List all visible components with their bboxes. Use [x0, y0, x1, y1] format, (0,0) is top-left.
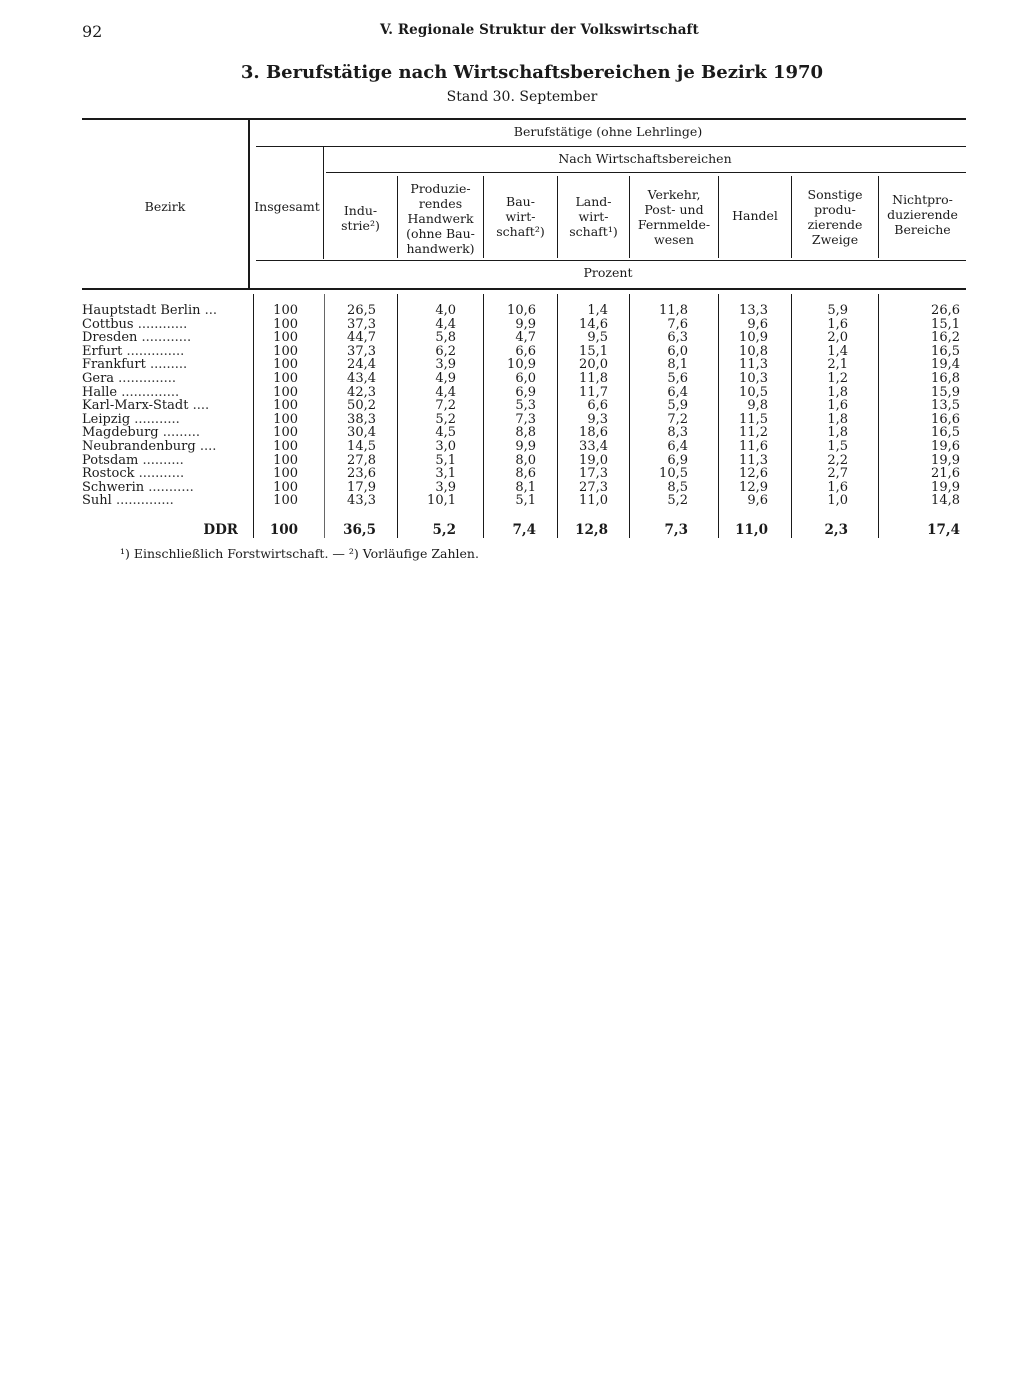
leader-dots: ............ [133, 317, 188, 332]
leader-dots: .......... [138, 453, 184, 468]
bezirk-name [82, 331, 247, 345]
cell-value: 100 [273, 371, 298, 386]
cell-value: 16,8 [931, 371, 960, 386]
cell-value: 7,2 [667, 411, 688, 427]
cell-value: 11,6 [739, 439, 768, 454]
cell-value: 1,8 [827, 411, 848, 427]
cell-value: 9,6 [747, 316, 768, 332]
cell-value: 6,6 [587, 398, 608, 414]
bezirk-label: Hauptstadt Berlin [82, 304, 201, 318]
cell-value: 16,5 [931, 425, 960, 441]
cell-value: 2,3 [824, 522, 848, 538]
cell-value: 19,6 [931, 439, 960, 454]
cell-value: 8,0 [515, 452, 536, 468]
cell-value: 11,5 [739, 411, 768, 427]
header-insgesamt: Insgesamt [254, 199, 320, 214]
cell-value: 37,3 [347, 316, 376, 332]
cell-value: 37,3 [347, 343, 376, 359]
cell-value: 2,7 [827, 466, 848, 482]
cell-value: 42,3 [347, 384, 376, 400]
group-top-rule [256, 146, 966, 147]
bezirk-name [82, 454, 247, 468]
cell-value: 9,3 [587, 411, 608, 427]
cell-value: 6,4 [667, 384, 688, 400]
cell-value: 5,9 [667, 398, 688, 414]
bezirk-name [82, 523, 238, 537]
cell-value: 5,2 [435, 411, 456, 427]
table-subtitle: Stand 30. September [446, 89, 598, 105]
cell-value: 1,2 [827, 371, 848, 386]
header-handwerk: Produzie- rendes Handwerk (ohne Bau- handwerk) [406, 181, 475, 256]
cell-value: 15,1 [579, 343, 608, 359]
page-number: 92 [82, 22, 103, 41]
cell-value: 30,4 [347, 425, 376, 441]
cell-value: 14,8 [931, 493, 960, 509]
cell-value: 1,8 [827, 384, 848, 400]
table-title: 3. Berufstätige nach Wirtschaftsbereichen je Bezirk 1970 [240, 62, 824, 83]
bezirk-name [82, 372, 247, 386]
cell-value: 100 [273, 452, 298, 468]
leader-dots: ........... [134, 467, 185, 482]
cell-value: 33,4 [579, 439, 608, 454]
top-rule [82, 118, 966, 120]
header-group-top: Berufstätige (ohne Lehrlinge) [513, 124, 703, 139]
leader-dots: .... [195, 440, 217, 454]
bezirk-label: Rostock [82, 467, 135, 482]
cell-value: 7,3 [515, 411, 536, 427]
bezirk-name [82, 467, 247, 481]
cell-value: 3,9 [435, 479, 456, 495]
cell-value: 13,3 [739, 303, 768, 318]
cell-value: 11,8 [659, 303, 688, 318]
bezirk-label: Neubrandenburg [82, 440, 196, 454]
leader-dots: ........... [130, 412, 180, 427]
leader-dots: .............. [111, 494, 174, 509]
cell-value: 21,6 [931, 466, 960, 482]
cell-value: 50,2 [347, 398, 376, 414]
cell-value: 10,6 [507, 303, 536, 318]
cell-value: 4,7 [515, 330, 536, 346]
bezirk-label: Karl-Marx-Stadt [82, 399, 189, 414]
cell-value: 19,9 [931, 452, 960, 468]
cell-value: 10,9 [507, 357, 536, 373]
cell-value: 5,6 [667, 371, 688, 386]
bezirk-label: Gera [82, 372, 115, 386]
header-group-sub: Nach Wirtschaftsbereichen [558, 151, 732, 166]
leader-dots: ............ [137, 331, 192, 346]
cell-value: 44,7 [347, 330, 376, 346]
cell-value: 23,6 [347, 466, 376, 482]
table-row [82, 494, 966, 508]
cell-value: 11,2 [739, 425, 768, 441]
cell-value: 19,0 [579, 452, 608, 468]
cell-value: 18,6 [579, 425, 608, 441]
cell-value: 100 [273, 493, 298, 509]
cell-value: 15,1 [931, 316, 960, 332]
cell-value: 6,0 [515, 371, 536, 386]
cell-value: 13,5 [931, 398, 960, 414]
bezirk-label: DDR [203, 523, 238, 537]
cell-value: 2,2 [827, 452, 848, 468]
cell-value: 43,4 [347, 371, 376, 386]
cell-value: 100 [273, 316, 298, 332]
bezirk-label: Frankfurt [82, 358, 146, 373]
bezirk-name [82, 399, 247, 413]
bezirk-name [82, 413, 247, 427]
cell-value: 10,5 [659, 466, 688, 482]
cell-value: 100 [273, 411, 298, 427]
header-bottom-rule [82, 288, 966, 290]
cell-value: 26,5 [347, 303, 376, 318]
cell-value: 10,8 [739, 343, 768, 359]
cell-value: 100 [273, 479, 298, 495]
header-nichtproduzierend: Nichtpro- duzierende Bereiche [887, 192, 958, 237]
cell-value: 6,9 [515, 384, 536, 400]
cell-value: 6,9 [667, 452, 688, 468]
cell-value: 27,3 [579, 479, 608, 495]
cell-value: 11,8 [579, 371, 608, 386]
cell-value: 11,3 [739, 357, 768, 373]
cell-value: 4,4 [435, 384, 456, 400]
table-row [82, 440, 966, 454]
cell-value: 4,9 [435, 371, 456, 386]
unit-rule [256, 260, 966, 261]
bezirk-label: Halle [82, 385, 118, 400]
cell-value: 11,0 [579, 493, 608, 509]
cell-value: 4,4 [435, 316, 456, 332]
cell-value: 3,0 [435, 439, 456, 454]
cell-value: 9,5 [587, 330, 608, 346]
cell-value: 12,8 [575, 522, 608, 538]
cell-value: 7,3 [664, 522, 688, 538]
cell-value: 100 [273, 425, 298, 441]
cell-value: 11,0 [735, 522, 768, 538]
bezirk-name [82, 304, 247, 318]
leader-dots: ... [200, 304, 218, 318]
bezirk-name [82, 481, 247, 495]
cell-value: 24,4 [347, 357, 376, 373]
bezirk-name [82, 345, 247, 359]
bezirk-name [82, 426, 247, 440]
bezirk-label: Suhl [82, 494, 112, 509]
cell-value: 16,6 [931, 411, 960, 427]
leader-dots: ......... [158, 426, 200, 441]
cell-value: 6,2 [435, 343, 456, 359]
cell-value: 9,9 [515, 316, 536, 332]
cell-value: 5,8 [435, 330, 456, 346]
table-row-total [82, 523, 966, 537]
header-unit: Prozent [583, 265, 633, 280]
cell-value: 1,4 [827, 343, 848, 359]
cell-value: 6,3 [667, 330, 688, 346]
running-head: V. Regionale Struktur der Volkswirtschaft [380, 22, 699, 38]
header-bezirk: Bezirk [144, 199, 186, 214]
footnote: ¹) Einschließlich Forstwirtschaft. — ²) Vorläufige Zahlen. [120, 546, 479, 561]
cell-value: 5,2 [667, 493, 688, 509]
cell-value: 11,3 [739, 452, 768, 468]
cell-value: 100 [269, 522, 298, 538]
bezirk-name [82, 318, 247, 332]
cell-value: 9,9 [515, 439, 536, 454]
cell-value: 100 [273, 330, 298, 346]
header-handel: Handel [732, 208, 778, 223]
cell-value: 8,3 [667, 425, 688, 441]
cell-value: 10,9 [739, 330, 768, 346]
cell-value: 100 [273, 398, 298, 414]
cell-value: 4,0 [435, 303, 456, 318]
cell-value: 17,9 [347, 479, 376, 495]
cell-value: 20,0 [579, 357, 608, 373]
cell-value: 3,9 [435, 357, 456, 373]
cell-value: 36,5 [343, 522, 376, 538]
cell-value: 9,6 [747, 493, 768, 509]
leader-dots: .............. [114, 372, 177, 386]
cell-value: 26,6 [931, 303, 960, 318]
cell-value: 7,4 [512, 522, 536, 538]
bezirk-name [82, 386, 247, 400]
table-row [82, 372, 966, 386]
cell-value: 1,4 [587, 303, 608, 318]
bezirk-label: Potsdam [82, 453, 139, 468]
cell-value: 100 [273, 343, 298, 359]
cell-value: 16,5 [931, 343, 960, 359]
cell-value: 8,8 [515, 425, 536, 441]
cell-value: 1,6 [827, 316, 848, 332]
header-industrie: Indu- strie²) [341, 203, 380, 233]
table-row [82, 304, 966, 318]
bezirk-label: Leipzig [82, 412, 131, 427]
cell-value: 8,5 [667, 479, 688, 495]
leader-dots: ......... [145, 358, 188, 373]
cell-value: 1,6 [827, 398, 848, 414]
bezirk-label: Cottbus [82, 317, 134, 332]
cell-value: 100 [273, 357, 298, 373]
cell-value: 38,3 [347, 411, 376, 427]
cell-value: 10,3 [739, 371, 768, 386]
leader-dots: .............. [122, 344, 185, 359]
leader-dots: .... [188, 399, 210, 414]
cell-value: 100 [273, 384, 298, 400]
cell-value: 15,9 [931, 384, 960, 400]
leader-dots: ........... [144, 480, 194, 495]
cell-value: 19,4 [931, 357, 960, 373]
cell-value: 6,6 [515, 343, 536, 359]
cell-value: 7,6 [667, 316, 688, 332]
cell-value: 12,6 [739, 466, 768, 482]
cell-value: 3,1 [435, 466, 456, 482]
cell-value: 1,5 [827, 439, 848, 454]
cell-value: 1,0 [827, 493, 848, 509]
header-sonstige: Sonstige produ- zierende Zweige [807, 187, 863, 247]
cell-value: 12,9 [739, 479, 768, 495]
cell-value: 27,8 [347, 452, 376, 468]
cell-value: 7,2 [435, 398, 456, 414]
cell-value: 5,1 [515, 493, 536, 509]
cell-value: 5,3 [515, 398, 536, 414]
bezirk-label: Erfurt [82, 344, 123, 359]
cell-value: 11,7 [579, 384, 608, 400]
cell-value: 4,5 [435, 425, 456, 441]
cell-value: 8,6 [515, 466, 536, 482]
cell-value: 1,8 [827, 425, 848, 441]
cell-value: 16,2 [931, 330, 960, 346]
leader-dots: .............. [117, 385, 180, 400]
cell-value: 43,3 [347, 493, 376, 509]
header-bauwirtschaft: Bau- wirt- schaft²) [496, 194, 545, 239]
cell-value: 2,0 [827, 330, 848, 346]
bezirk-label: Schwerin [82, 480, 145, 495]
cell-value: 17,3 [579, 466, 608, 482]
cell-value: 17,4 [927, 522, 960, 538]
header-verkehr: Verkehr, Post- und Fernmelde- wesen [637, 187, 711, 247]
cell-value: 8,1 [515, 479, 536, 495]
bezirk-name [82, 440, 247, 454]
cell-value: 10,1 [427, 493, 456, 509]
cell-value: 100 [273, 439, 298, 454]
cell-value: 100 [273, 303, 298, 318]
cell-value: 5,9 [827, 303, 848, 318]
cell-value: 5,1 [435, 452, 456, 468]
cell-value: 5,2 [432, 522, 456, 538]
cell-value: 6,4 [667, 439, 688, 454]
header-landwirtschaft: Land- wirt- schaft¹) [569, 194, 618, 239]
bezirk-label: Dresden [82, 331, 138, 346]
cell-value: 14,6 [579, 316, 608, 332]
cell-value: 1,6 [827, 479, 848, 495]
bezirk-label: Magdeburg [82, 426, 159, 441]
cell-value: 100 [273, 466, 298, 482]
cell-value: 2,1 [827, 357, 848, 373]
cell-value: 19,9 [931, 479, 960, 495]
bezirk-name [82, 494, 247, 508]
cell-value: 9,8 [747, 398, 768, 414]
cell-value: 14,5 [347, 439, 376, 454]
cell-value: 6,0 [667, 343, 688, 359]
cell-value: 8,1 [667, 357, 688, 373]
cell-value: 10,5 [739, 384, 768, 400]
group-sub-rule [326, 172, 966, 173]
bezirk-name [82, 358, 247, 372]
